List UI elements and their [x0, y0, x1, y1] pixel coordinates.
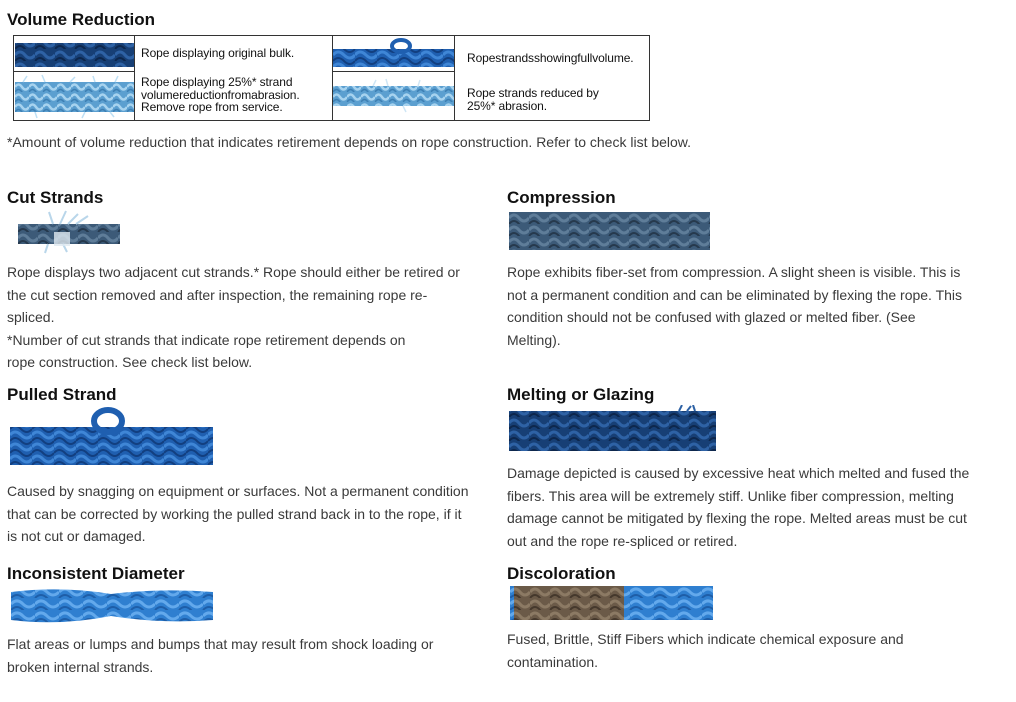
discoloration-text: Fused, Brittle, Stiff Fibers which indicate chemical exposure and contamination.	[507, 631, 904, 670]
compression-image	[509, 212, 710, 250]
inconsistent-diameter-image	[11, 586, 213, 626]
pulled-strand-text: Caused by snagging on equipment or surfaces. Not a permanent condition that can be corrected by working the pulled strand back in to the rope, if it is not cut or damaged.	[7, 483, 469, 544]
discoloration-title: Discoloration	[507, 564, 616, 583]
discoloration-image	[510, 586, 713, 620]
cut-strands-image	[18, 208, 120, 254]
volume-reduction-table	[13, 35, 650, 121]
melting-glazing-title: Melting or Glazing	[507, 385, 655, 404]
vr-cell-full-volume: Ropestrandsshowingfullvolume.	[467, 51, 634, 65]
rope-strands-full-volume-image	[333, 37, 454, 71]
pulled-strand-title: Pulled Strand	[7, 385, 117, 404]
inconsistent-diameter-text: Flat areas or lumps and bumps that may result from shock loading or broken internal strands.	[7, 636, 434, 675]
compression-text: Rope exhibits fiber-set from compression. A slight sheen is visible. This is not a permanent condition and can be eliminated by flexing the rope. This condition should not be confused with glazed or melted fiber. (See Melting).	[507, 264, 963, 348]
rope-abraded-25-image	[15, 72, 134, 120]
melting-glazing-image	[509, 405, 716, 451]
cut-strands-text: Rope displays two adjacent cut strands.* Rope should either be retired or the cut section removed and after inspection, the remaining rope re- spliced. *Number of cut strands that indicate rope retirement depends on rope construction. See check list below.	[7, 264, 460, 370]
compression-title: Compression	[507, 188, 616, 207]
rope-strands-reduced-image	[333, 72, 454, 120]
vr-cell-reduced-25: Rope strands reduced by 25%* abrasion.	[467, 86, 599, 113]
vr-cell-original-bulk: Rope displaying original bulk.	[141, 46, 295, 60]
inconsistent-diameter-title: Inconsistent Diameter	[7, 564, 185, 583]
cut-strands-title: Cut Strands	[7, 188, 104, 207]
volume-reduction-title: Volume Reduction	[7, 10, 155, 29]
volume-reduction-footnote: *Amount of volume reduction that indicates retirement depends on rope construction. Refer to check list below.	[7, 134, 692, 150]
melting-glazing-text: Damage depicted is caused by excessive heat which melted and fused the fibers. This area will be extremely stiff. Unlike fiber compression, melting damage cannot be mitigated by flexing the rope. Melted areas must be cut out and the rope re-spliced or retired.	[507, 465, 970, 549]
vr-cell-25-reduction: Rope displaying 25%* strand volumereductionfromabrasion. Remove rope from service.	[141, 75, 300, 114]
pulled-strand-image	[10, 405, 213, 467]
rope-original-bulk-image	[15, 37, 134, 71]
